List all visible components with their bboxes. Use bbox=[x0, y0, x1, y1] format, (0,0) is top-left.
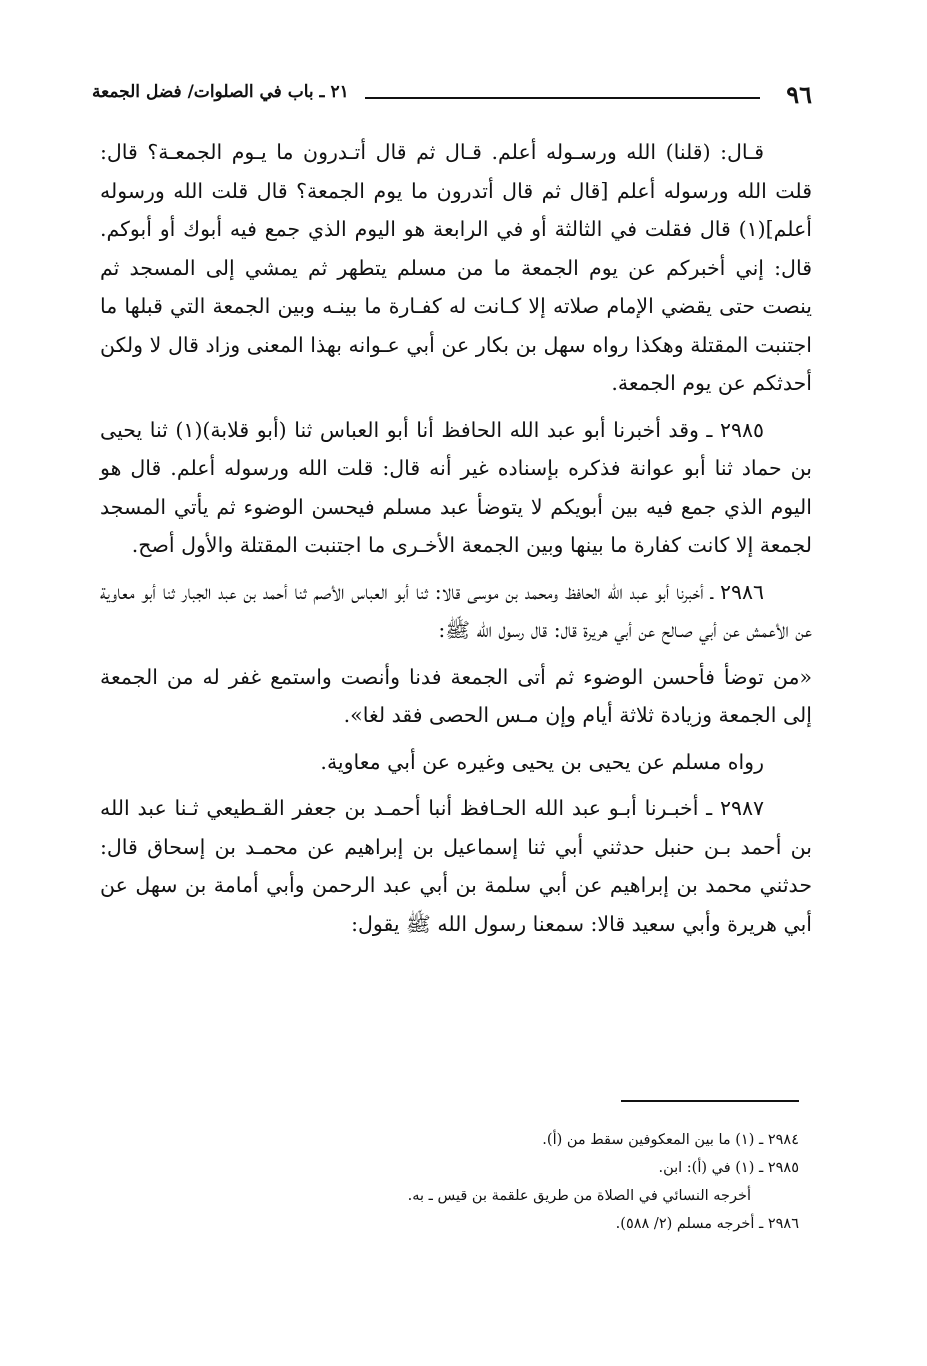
hadith-2986-text: «من توضأ فأحسن الوضوء ثم أتى الجمعة فدنا وأنصت واستمع غفر له من الجمعة إلى الجمعة وزيادة ثلاثة أيام وإن مـس الحصى فقد لغا». bbox=[100, 664, 812, 727]
hadith-2986: ٢٩٨٦ ـ أخبرنا أبو عبد الله الحافظ ومحمد بن موسى قالا: ثنا أبو العباس الأصم ثنا أحمد بن عبد الجبار ثنا أبو معاوية عن الأعمش عن أبي صـالح عن أبي هريرة قال: قال رسول الله ﷺ: bbox=[100, 579, 812, 642]
header-rule bbox=[365, 97, 760, 99]
footnote-rule bbox=[621, 1100, 799, 1102]
page-header bbox=[92, 80, 812, 116]
hadith-2985: ٢٩٨٥ ـ وقد أخبرنا أبو عبد الله الحافظ أنا أبو العباس ثنا (أبو قلابة)(١) ثنا يحيى بن حماد ثنا أبو عوانة فذكره بإسناده غير أنه قال: قلت الله ورسوله أعلم. قال هو اليوم الذي جمع فيه بين أبويكم لا يتوضأ عبد مسلم فيحسن الوضوء ثم يأتي المسجد لجمعة إلا كانت كفارة ما بينها وبين الجمعة الأخـرى ما اجتنبت المقتلة والأول أصح. bbox=[100, 417, 812, 557]
footnotes bbox=[199, 1126, 799, 1238]
main-text bbox=[100, 133, 812, 951]
chapter-title: ٢١ ـ باب في الصلوات/ فضل الجمعة bbox=[92, 82, 349, 102]
footnote-2986: ٢٩٨٦ ـ أخرجه مسلم (٢/ ٥٨٨). bbox=[615, 1216, 799, 1232]
footnote-2984: ٢٩٨٤ ـ (١) ما بين المعكوفين سقط من (أ). bbox=[542, 1132, 799, 1148]
footnote-2985: ٢٩٨٥ ـ (١) في (أ): ابن. bbox=[658, 1160, 799, 1176]
hadith-2986-narration: رواه مسلم عن يحيى بن يحيى وغيره عن أبي معاوية. bbox=[320, 749, 764, 774]
paragraph-continuation: قـال: (قلنا) الله ورسـوله أعلم. قـال ثم قال أتـدرون ما يـوم الجمعـة؟ قال: قلت الله ورسوله أعلم [قال ثم قال أتدرون ما يوم الجمعة؟ قال قلت الله ورسوله أعلم](١) قال فقلت في الثالثة أو في الرابعة هو اليوم الذي جمع فيه أبوك أو أبوكم. قال: إني أخبركم عن يوم الجمعة ما من مسلم يتطهر ثم يمشي إلى المسجد ثم ينصت حتى يقضي الإمام صلاته إلا كـانت له كفـارة ما بينـه وبين الجمعة التي قبلها ما اجتنبت المقتلة وهكذا رواه سهل بن بكار عن أبي عـوانه بهذا المعنى وزاد قال لا ولكن أحدثكم عن يوم الجمعة. bbox=[100, 140, 812, 395]
page-number: ٩٦ bbox=[786, 80, 812, 109]
hadith-2987: ٢٩٨٧ ـ أخبـرنا أبـو عبد الله الحـافظ أنبا أحمـد بن جعفر القـطيعي ثـنا عبد الله بن أحمد بـن حنبل حدثني أبي ثنا إسماعيل بن إبراهيم عن محمـد بن إسحاق قال: حدثني محمد بن إبراهيم عن أبي سلمة بن أبي عبد الرحمن وأبي أمامة بن سهل عن أبي هريرة وأبي سعيد قالا: سمعنا رسول الله ﷺ يقول: bbox=[100, 796, 812, 936]
footnote-2985-source: أخرجه النسائي في الصلاة من طريق علقمة بن قيس ـ به. bbox=[407, 1188, 751, 1204]
